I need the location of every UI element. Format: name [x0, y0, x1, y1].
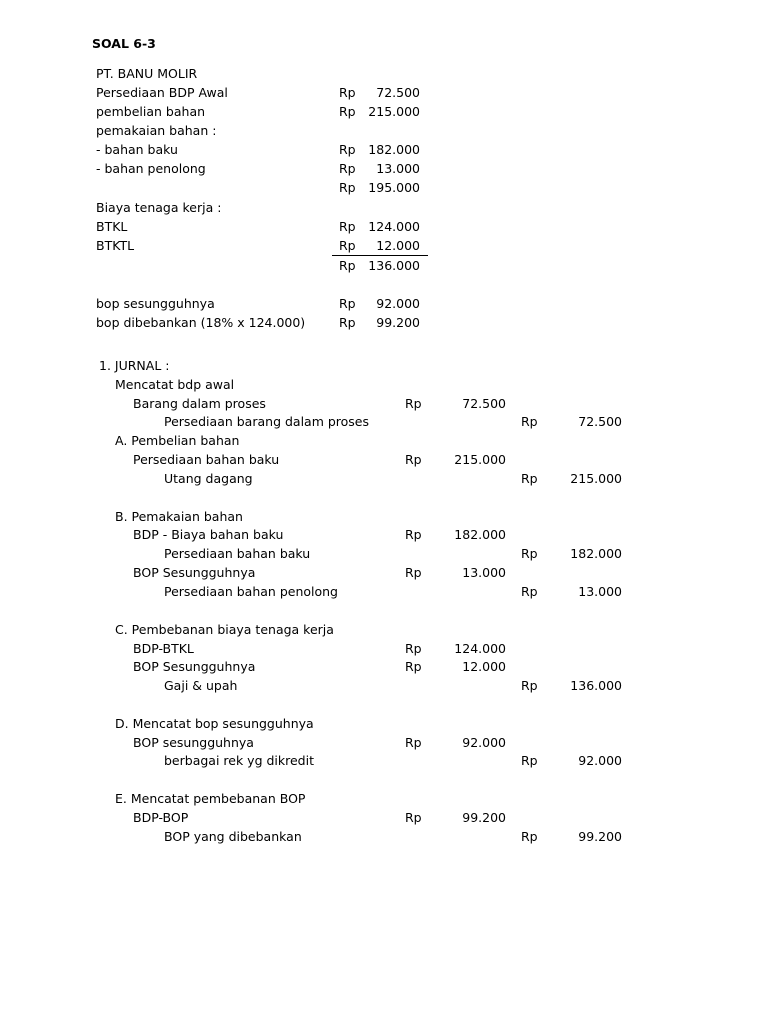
credit-amount: 72.500	[578, 414, 622, 429]
debit-account: BDP-BTKL	[133, 641, 194, 656]
debit-account: BDP-BOP	[133, 810, 189, 825]
row-label: BTKTL	[96, 238, 135, 253]
entry-title: E. Mencatat pembebanan BOP	[115, 791, 306, 806]
credit-amount: 92.000	[578, 753, 622, 768]
credit-amount: 99.200	[578, 829, 622, 844]
row-currency: Rp	[339, 315, 356, 330]
debit-amount: 182.000	[454, 527, 506, 542]
subtotal-amount: 136.000	[368, 258, 420, 273]
row-amount: 12.000	[376, 238, 420, 253]
row-currency: Rp	[339, 142, 356, 157]
credit-currency: Rp	[521, 753, 538, 768]
entry-title: A. Pembelian bahan	[115, 433, 240, 448]
credit-currency: Rp	[521, 829, 538, 844]
debit-currency: Rp	[405, 527, 422, 542]
debit-account: BOP Sesungguhnya	[133, 659, 256, 674]
debit-account: Barang dalam proses	[133, 396, 266, 411]
debit-amount: 124.000	[454, 641, 506, 656]
debit-account: BDP - Biaya bahan baku	[133, 527, 284, 542]
section-heading: pemakaian bahan :	[96, 123, 217, 138]
debit-account: BOP Sesungguhnya	[133, 565, 256, 580]
row-label: - bahan baku	[96, 142, 178, 157]
row-amount: 72.500	[376, 85, 420, 100]
debit-currency: Rp	[405, 396, 422, 411]
entry-title: C. Pembebanan biaya tenaga kerja	[115, 622, 334, 637]
credit-amount: 215.000	[570, 471, 622, 486]
row-currency: Rp	[339, 85, 356, 100]
subtotal-amount: 195.000	[368, 180, 420, 195]
debit-amount: 92.000	[462, 735, 506, 750]
row-amount: 92.000	[376, 296, 420, 311]
debit-currency: Rp	[405, 641, 422, 656]
row-currency: Rp	[339, 238, 356, 253]
debit-currency: Rp	[405, 735, 422, 750]
row-label: Persediaan BDP Awal	[96, 85, 228, 100]
subtotal-currency: Rp	[339, 258, 356, 273]
debit-amount: 72.500	[462, 396, 506, 411]
row-amount: 182.000	[368, 142, 420, 157]
debit-currency: Rp	[405, 659, 422, 674]
journal-heading: 1. JURNAL :	[99, 358, 170, 373]
row-currency: Rp	[339, 161, 356, 176]
row-label: bop sesungguhnya	[96, 296, 215, 311]
subtotal-rule	[332, 255, 428, 256]
entry-title: Mencatat bdp awal	[115, 377, 235, 392]
debit-amount: 12.000	[462, 659, 506, 674]
row-label: bop dibebankan (18% x 124.000)	[96, 315, 306, 330]
row-label: - bahan penolong	[96, 161, 206, 176]
credit-amount: 13.000	[578, 584, 622, 599]
credit-currency: Rp	[521, 471, 538, 486]
credit-account: Gaji & upah	[164, 678, 238, 693]
credit-account: Persediaan bahan baku	[164, 546, 311, 561]
credit-account: Persediaan barang dalam proses	[164, 414, 370, 429]
credit-currency: Rp	[521, 678, 538, 693]
debit-account: Persediaan bahan baku	[133, 452, 280, 467]
credit-currency: Rp	[521, 546, 538, 561]
row-label: pembelian bahan	[96, 104, 206, 119]
credit-currency: Rp	[521, 414, 538, 429]
debit-account: BOP sesungguhnya	[133, 735, 254, 750]
doc-title: SOAL 6-3	[92, 36, 156, 51]
row-amount: 99.200	[376, 315, 420, 330]
entry-title: B. Pemakaian bahan	[115, 509, 243, 524]
debit-amount: 13.000	[462, 565, 506, 580]
company-name: PT. BANU MOLIR	[96, 66, 198, 81]
credit-account: Persediaan bahan penolong	[164, 584, 338, 599]
credit-account: Utang dagang	[164, 471, 253, 486]
credit-amount: 136.000	[570, 678, 622, 693]
entry-title: D. Mencatat bop sesungguhnya	[115, 716, 314, 731]
credit-account: berbagai rek yg dikredit	[164, 753, 314, 768]
row-currency: Rp	[339, 296, 356, 311]
row-currency: Rp	[339, 219, 356, 234]
debit-currency: Rp	[405, 452, 422, 467]
debit-amount: 215.000	[454, 452, 506, 467]
row-amount: 124.000	[368, 219, 420, 234]
debit-amount: 99.200	[462, 810, 506, 825]
credit-account: BOP yang dibebankan	[164, 829, 302, 844]
subtotal-currency: Rp	[339, 180, 356, 195]
credit-currency: Rp	[521, 584, 538, 599]
section-heading: Biaya tenaga kerja :	[96, 200, 222, 215]
debit-currency: Rp	[405, 810, 422, 825]
debit-currency: Rp	[405, 565, 422, 580]
row-amount: 13.000	[376, 161, 420, 176]
row-amount: 215.000	[368, 104, 420, 119]
credit-amount: 182.000	[570, 546, 622, 561]
row-label: BTKL	[96, 219, 128, 234]
row-currency: Rp	[339, 104, 356, 119]
